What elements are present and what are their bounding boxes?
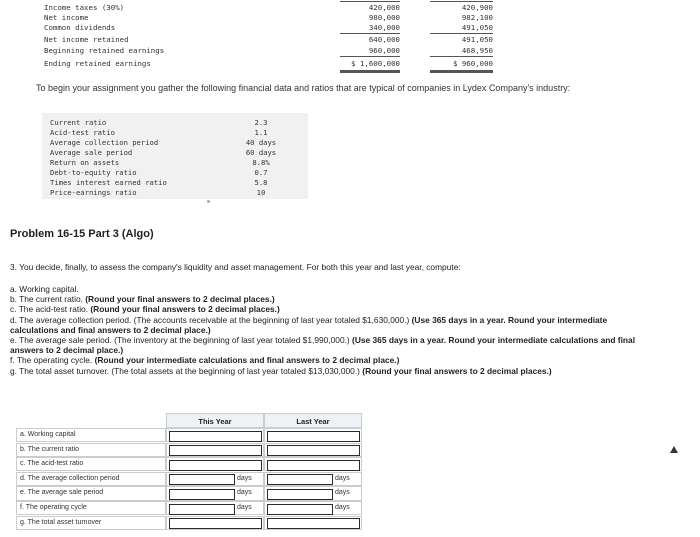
answer-input-last-year[interactable] [267, 460, 360, 471]
item-text: b. The current ratio. [10, 294, 86, 305]
row-label: Common dividends [44, 23, 116, 32]
item-text: c. The acid-test ratio. [10, 304, 91, 315]
answer-input-last-year[interactable] [267, 518, 360, 529]
column-rule [430, 33, 493, 34]
item-text: d. The average collection period. (The accounts receivable at the beginning of last year totaled $1,630,000.) [10, 314, 412, 325]
answer-input-last-year[interactable] [267, 489, 333, 500]
answer-input-this-year[interactable] [169, 460, 262, 471]
item-c [10, 304, 650, 314]
answer-table [16, 413, 362, 532]
row-value: 491,050 [461, 23, 493, 32]
answer-input-last-year[interactable] [267, 431, 360, 442]
row-value: 420,000 [368, 3, 400, 12]
problem-title: Problem 16-15 Part 3 (Algo) [10, 228, 154, 240]
column-rule [340, 1, 400, 2]
column-rule [340, 33, 400, 34]
table-row [16, 457, 362, 471]
intro-text: To begin your assignment you gather the following financial data and ratios that are typical of companies in Lydex Company's industry: [36, 83, 571, 93]
ratio-label: Average collection period [50, 138, 159, 147]
cell-this-year [166, 428, 264, 442]
ratio-label: Current ratio [50, 118, 107, 127]
item-bold-note: (Use 365 days in a year. Round your intermediate calculations and final answers to 2 decimal place.) [10, 335, 636, 356]
column-rule [430, 1, 493, 2]
cell-this-year [166, 486, 264, 500]
ratio-value: 8.8% [252, 158, 270, 167]
item-a: a. Working capital. [10, 284, 79, 294]
row-value: 340,000 [368, 23, 400, 32]
row-label: b. The current ratio [16, 443, 166, 457]
answer-input-last-year[interactable] [267, 474, 333, 485]
table-row [16, 443, 362, 457]
answer-input-this-year[interactable] [169, 504, 235, 515]
row-label: Ending retained earnings [44, 59, 151, 68]
table-row [16, 516, 362, 530]
cell-last-year [264, 516, 362, 530]
row-label: a. Working capital [16, 428, 166, 442]
instructions-list [10, 284, 650, 376]
column-rule [430, 56, 493, 57]
item-bold-note: (Round your intermediate calculations and final answers to 2 decimal place.) [94, 355, 400, 366]
ratio-label: Average sale period [50, 148, 133, 157]
answer-input-last-year[interactable] [267, 445, 360, 456]
days-unit-label: days [237, 474, 252, 482]
row-value: 960,000 [368, 46, 400, 55]
ratio-label: Times interest earned ratio [50, 178, 167, 187]
ratio-value: 2.3 [254, 118, 268, 127]
ratio-value: 10 [256, 188, 266, 197]
item-d [10, 315, 650, 335]
cell-last-year [264, 486, 362, 500]
row-label: c. The acid-test ratio [16, 457, 166, 471]
item-text: f. The operating cycle. [10, 355, 95, 366]
cell-this-year [166, 501, 264, 515]
item-f [10, 355, 650, 365]
item-g [10, 366, 650, 376]
mouse-cursor-icon [670, 446, 678, 453]
item-bold-note: (Round your final answers to 2 decimal places.) [362, 365, 552, 376]
days-unit-label: days [237, 489, 252, 497]
answer-input-this-year[interactable] [169, 445, 262, 456]
days-unit-label: days [335, 474, 350, 482]
item-text: e. The average sale period. (The inventory at the beginning of last year totaled $1,990,000.) [10, 335, 353, 346]
item-bold-note: (Round your final answers to 2 decimal places.) [85, 294, 275, 305]
ratio-value: 0.7 [254, 168, 268, 177]
ratio-label: Acid-test ratio [50, 128, 115, 137]
cell-this-year [166, 457, 264, 471]
column-header-this-year: This Year [166, 413, 264, 428]
cell-last-year [264, 501, 362, 515]
cell-last-year [264, 443, 362, 457]
row-value: $ 960,000 [452, 59, 493, 68]
row-value: $ 1,600,000 [351, 59, 400, 68]
ratio-label: Price-earnings ratio [50, 188, 137, 197]
cell-this-year [166, 516, 264, 530]
cell-last-year [264, 457, 362, 471]
cell-this-year [166, 472, 264, 486]
row-label: g. The total asset turnover [16, 516, 166, 530]
days-unit-label: days [335, 489, 350, 497]
days-unit-label: days [335, 504, 350, 511]
answer-input-this-year[interactable] [169, 489, 235, 500]
table-row [16, 486, 362, 500]
column-rule [340, 56, 400, 57]
table-row [16, 501, 362, 515]
ratio-label: Return on assets [50, 158, 120, 167]
item-bold-note: (Use 365 days in a year. Round your intermediate calculations and final answers to 2 decimal place.) [10, 314, 608, 335]
row-label: Income taxes (30%) [44, 3, 125, 12]
row-label: f. The operating cycle [16, 501, 166, 515]
row-value: 980,000 [368, 13, 400, 22]
row-value: 982,100 [461, 13, 493, 22]
cell-this-year [166, 443, 264, 457]
double-rule [340, 70, 400, 73]
item-text: g. The total asset turnover. (The total assets at the beginning of last year totaled $13,030,000.) [10, 365, 363, 376]
ratio-value: 5.8 [254, 178, 268, 187]
double-rule [430, 70, 493, 73]
answer-input-this-year[interactable] [169, 518, 262, 529]
column-header-last-year: Last Year [264, 413, 362, 428]
days-unit-label: days [237, 504, 252, 511]
row-label: Net income [44, 13, 89, 22]
row-value: 420,900 [461, 3, 493, 12]
cell-last-year [264, 472, 362, 486]
row-label: Beginning retained earnings [44, 46, 165, 55]
table-row [16, 428, 362, 442]
ratio-value: 40 days [245, 138, 277, 147]
row-label: Net income retained [44, 35, 129, 44]
row-value: 640,000 [368, 35, 400, 44]
item-bold-note: (Round your final answers to 2 decimal places.) [90, 304, 280, 315]
answer-input-last-year[interactable] [267, 504, 333, 515]
table-row [16, 472, 362, 486]
question-text: 3. You decide, finally, to assess the company's liquidity and asset management. For both this year and last year, compute: [10, 262, 461, 272]
ratio-value: 1.1 [254, 128, 268, 137]
answer-input-this-year[interactable] [169, 431, 262, 442]
row-value: 468,950 [461, 46, 493, 55]
ratio-label: Debt-to-equity ratio [50, 168, 137, 177]
row-value: 491,050 [461, 35, 493, 44]
item-b [10, 294, 650, 304]
scroll-dot [207, 200, 210, 203]
answer-input-this-year[interactable] [169, 474, 235, 485]
item-e [10, 335, 650, 355]
row-label: e. The average sale period [16, 486, 166, 500]
row-label: d. The average collection period [16, 472, 166, 486]
cell-last-year [264, 428, 362, 442]
ratio-value: 60 days [245, 148, 277, 157]
